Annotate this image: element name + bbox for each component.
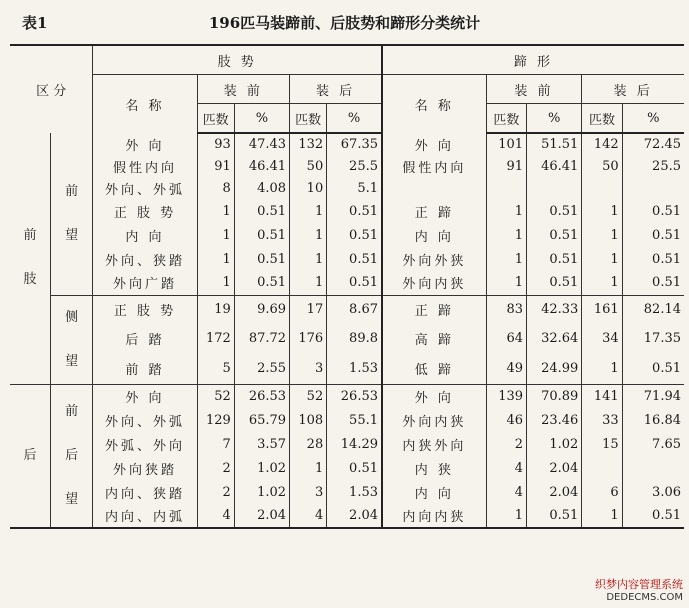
- value-cell: 28: [290, 432, 327, 456]
- hoof-name-cell: 外向外狭: [382, 247, 486, 271]
- value-cell: 1: [290, 456, 327, 480]
- count-header: 匹数: [197, 104, 234, 134]
- value-cell: 1: [486, 247, 526, 271]
- section-rear-view: 前 后 望: [50, 384, 93, 528]
- value-cell: 10: [290, 177, 327, 199]
- value-cell: 52: [290, 384, 327, 408]
- hoof-after-header: 装 后: [582, 75, 684, 104]
- count-header: 匹数: [486, 104, 526, 134]
- value-cell: 0.51: [327, 199, 382, 223]
- watermark-line2: DEDECMS.COM: [606, 592, 683, 603]
- hoof-before-header: 装 前: [486, 75, 582, 104]
- limb-name-cell: 后 踏: [93, 324, 197, 353]
- value-cell: 65.79: [234, 408, 289, 432]
- value-cell: 0.51: [327, 223, 382, 247]
- limb-name-cell: 假性内向: [93, 155, 197, 177]
- watermark: [595, 578, 683, 604]
- value-cell: 0.51: [327, 271, 382, 295]
- value-cell: 17: [290, 295, 327, 324]
- hoof-name-cell: 外 向: [382, 384, 486, 408]
- value-cell: 7: [197, 432, 234, 456]
- value-cell: 172: [197, 324, 234, 353]
- table-row: [10, 504, 684, 528]
- value-cell: 0.51: [622, 223, 684, 247]
- value-cell: 24.99: [527, 353, 582, 384]
- value-cell: 1.02: [234, 480, 289, 504]
- value-cell: 91: [197, 155, 234, 177]
- value-cell: 1: [290, 199, 327, 223]
- value-cell: 5.1: [327, 177, 382, 199]
- section-side-view: 侧 望: [50, 295, 93, 384]
- value-cell: 34: [582, 324, 622, 353]
- value-cell: 2: [197, 480, 234, 504]
- value-cell: 4: [197, 504, 234, 528]
- value-cell: 52: [197, 384, 234, 408]
- hoof-name-cell: 低 蹄: [382, 353, 486, 384]
- value-cell: [622, 456, 684, 480]
- table-row: [10, 480, 684, 504]
- limb-name-cell: 正 肢 势: [93, 199, 197, 223]
- hoof-name-cell: 外向内狭: [382, 408, 486, 432]
- table-row: [10, 199, 684, 223]
- value-cell: 32.64: [527, 324, 582, 353]
- table-row: [10, 295, 684, 324]
- value-cell: 142: [582, 133, 622, 155]
- hoof-name-cell: 假性内向: [382, 155, 486, 177]
- value-cell: 83: [486, 295, 526, 324]
- value-cell: 82.14: [622, 295, 684, 324]
- limb-name-cell: 外向、狭踏: [93, 247, 197, 271]
- value-cell: 0.51: [327, 456, 382, 480]
- table-row: [10, 271, 684, 295]
- value-cell: 91: [486, 155, 526, 177]
- value-cell: 1.02: [527, 432, 582, 456]
- value-cell: 0.51: [527, 271, 582, 295]
- table-row: [10, 456, 684, 480]
- table-row: [10, 408, 684, 432]
- value-cell: 0.51: [527, 247, 582, 271]
- pct-header: %: [327, 104, 382, 134]
- value-cell: 1: [197, 271, 234, 295]
- value-cell: 7.65: [622, 432, 684, 456]
- hoof-name-cell: 正 蹄: [382, 295, 486, 324]
- value-cell: 47.43: [234, 133, 289, 155]
- value-cell: 5: [197, 353, 234, 384]
- hoof-name-cell: 高 蹄: [382, 324, 486, 353]
- value-cell: 4: [486, 480, 526, 504]
- value-cell: 1: [197, 247, 234, 271]
- value-cell: 1: [486, 199, 526, 223]
- table-row: [10, 384, 684, 408]
- value-cell: 1: [582, 504, 622, 528]
- value-cell: 1: [486, 223, 526, 247]
- value-cell: 46.41: [234, 155, 289, 177]
- value-cell: 93: [197, 133, 234, 155]
- value-cell: 26.53: [327, 384, 382, 408]
- limb-before-header: 装 前: [197, 75, 289, 104]
- value-cell: 1: [290, 271, 327, 295]
- value-cell: 1: [582, 247, 622, 271]
- limb-name-cell: 外向、外弧: [93, 408, 197, 432]
- hoof-name-cell: 外 向: [382, 133, 486, 155]
- value-cell: 2: [197, 456, 234, 480]
- value-cell: 89.8: [327, 324, 382, 353]
- value-cell: 1: [582, 199, 622, 223]
- value-cell: 51.51: [527, 133, 582, 155]
- value-cell: 25.5: [327, 155, 382, 177]
- limb-name-cell: 内向、狭踏: [93, 480, 197, 504]
- value-cell: 3.57: [234, 432, 289, 456]
- value-cell: 23.46: [527, 408, 582, 432]
- value-cell: 1: [197, 199, 234, 223]
- value-cell: 0.51: [527, 223, 582, 247]
- hoof-name-cell: [382, 177, 486, 199]
- section-hindlimb: 后: [10, 384, 50, 528]
- value-cell: 70.89: [527, 384, 582, 408]
- value-cell: 72.45: [622, 133, 684, 155]
- value-cell: 1: [197, 223, 234, 247]
- value-cell: 0.51: [622, 271, 684, 295]
- count-header: 匹数: [290, 104, 327, 134]
- value-cell: 49: [486, 353, 526, 384]
- value-cell: 87.72: [234, 324, 289, 353]
- value-cell: 50: [582, 155, 622, 177]
- value-cell: 3.06: [622, 480, 684, 504]
- value-cell: 46.41: [527, 155, 582, 177]
- value-cell: 176: [290, 324, 327, 353]
- value-cell: 50: [290, 155, 327, 177]
- table-row: [10, 324, 684, 353]
- value-cell: 8: [197, 177, 234, 199]
- table-row: [10, 353, 684, 384]
- limb-name-cell: 外向狭踏: [93, 456, 197, 480]
- value-cell: 46: [486, 408, 526, 432]
- value-cell: [527, 177, 582, 199]
- value-cell: 0.51: [234, 199, 289, 223]
- value-cell: 1.02: [234, 456, 289, 480]
- value-cell: 0.51: [234, 271, 289, 295]
- value-cell: 64: [486, 324, 526, 353]
- statistics-table: [10, 44, 684, 529]
- table-label: 表1: [22, 14, 48, 32]
- value-cell: 14.29: [327, 432, 382, 456]
- value-cell: 161: [582, 295, 622, 324]
- value-cell: 139: [486, 384, 526, 408]
- value-cell: 8.67: [327, 295, 382, 324]
- value-cell: 0.51: [327, 247, 382, 271]
- value-cell: 1.53: [327, 353, 382, 384]
- value-cell: [622, 177, 684, 199]
- value-cell: 1: [582, 271, 622, 295]
- value-cell: 16.84: [622, 408, 684, 432]
- value-cell: 0.51: [622, 199, 684, 223]
- value-cell: 101: [486, 133, 526, 155]
- limb-name-cell: 内向、内弧: [93, 504, 197, 528]
- limb-name-cell: 外 向: [93, 133, 197, 155]
- table-row: [10, 247, 684, 271]
- value-cell: 33: [582, 408, 622, 432]
- value-cell: 1: [582, 223, 622, 247]
- value-cell: 1: [582, 353, 622, 384]
- table-row: [10, 133, 684, 155]
- pct-header: %: [527, 104, 582, 134]
- table-caption: [0, 10, 689, 34]
- value-cell: 0.51: [527, 199, 582, 223]
- section-front-view: 前 望: [50, 133, 93, 295]
- value-cell: 3: [290, 480, 327, 504]
- value-cell: [486, 177, 526, 199]
- value-cell: 3: [290, 353, 327, 384]
- value-cell: 132: [290, 133, 327, 155]
- value-cell: [582, 456, 622, 480]
- value-cell: 129: [197, 408, 234, 432]
- pct-header: %: [622, 104, 684, 134]
- limb-name-cell: 前 踏: [93, 353, 197, 384]
- value-cell: 6: [582, 480, 622, 504]
- value-cell: 26.53: [234, 384, 289, 408]
- hoof-name-cell: 内 狭: [382, 456, 486, 480]
- count-header: 匹数: [582, 104, 622, 134]
- value-cell: 4.08: [234, 177, 289, 199]
- value-cell: 2: [486, 432, 526, 456]
- value-cell: 15: [582, 432, 622, 456]
- value-cell: 0.51: [622, 353, 684, 384]
- value-cell: 108: [290, 408, 327, 432]
- pct-header: %: [234, 104, 289, 134]
- table-row: [10, 177, 684, 199]
- value-cell: 4: [486, 456, 526, 480]
- hoof-shape-header: 蹄 形: [382, 45, 684, 75]
- value-cell: 25.5: [622, 155, 684, 177]
- value-cell: 0.51: [527, 504, 582, 528]
- limb-posture-header: 肢 势: [93, 45, 382, 75]
- limb-name-cell: 外向广踏: [93, 271, 197, 295]
- value-cell: 1: [486, 504, 526, 528]
- value-cell: 2.04: [234, 504, 289, 528]
- value-cell: 71.94: [622, 384, 684, 408]
- value-cell: 0.51: [622, 504, 684, 528]
- value-cell: 1.53: [327, 480, 382, 504]
- limb-name-cell: 内 向: [93, 223, 197, 247]
- limb-name-cell: 外弧、外向: [93, 432, 197, 456]
- table-row: [10, 432, 684, 456]
- value-cell: 67.35: [327, 133, 382, 155]
- value-cell: 55.1: [327, 408, 382, 432]
- value-cell: 1: [290, 247, 327, 271]
- value-cell: 42.33: [527, 295, 582, 324]
- hoof-name-cell: 内 向: [382, 480, 486, 504]
- hoof-name-cell: 外向内狭: [382, 271, 486, 295]
- value-cell: 0.51: [234, 223, 289, 247]
- limb-name-header: 名 称: [93, 75, 197, 134]
- table-row: [10, 155, 684, 177]
- hoof-name-cell: 内 向: [382, 223, 486, 247]
- value-cell: 2.55: [234, 353, 289, 384]
- value-cell: 2.04: [527, 456, 582, 480]
- value-cell: 0.51: [622, 247, 684, 271]
- value-cell: 9.69: [234, 295, 289, 324]
- value-cell: 2.04: [527, 480, 582, 504]
- value-cell: 2.04: [327, 504, 382, 528]
- limb-name-cell: 外向、外弧: [93, 177, 197, 199]
- hoof-name-cell: 内狭外向: [382, 432, 486, 456]
- value-cell: 19: [197, 295, 234, 324]
- region-header: 区 分: [10, 45, 93, 133]
- limb-name-cell: 正 肢 势: [93, 295, 197, 324]
- table-row: [10, 223, 684, 247]
- hoof-name-cell: 内向内狭: [382, 504, 486, 528]
- hoof-name-cell: 正 蹄: [382, 199, 486, 223]
- section-forelimb: 前 肢: [23, 228, 37, 288]
- value-cell: 141: [582, 384, 622, 408]
- hoof-name-header: 名 称: [382, 75, 486, 134]
- value-cell: 4: [290, 504, 327, 528]
- limb-after-header: 装 后: [290, 75, 382, 104]
- value-cell: [582, 177, 622, 199]
- limb-name-cell: 外 向: [93, 384, 197, 408]
- value-cell: 1: [486, 271, 526, 295]
- table-title: 196匹马装蹄前、后肢势和蹄形分类统计: [208, 14, 481, 32]
- watermark-line1: 织梦内容管理系统: [595, 578, 683, 591]
- value-cell: 0.51: [234, 247, 289, 271]
- value-cell: 17.35: [622, 324, 684, 353]
- value-cell: 1: [290, 223, 327, 247]
